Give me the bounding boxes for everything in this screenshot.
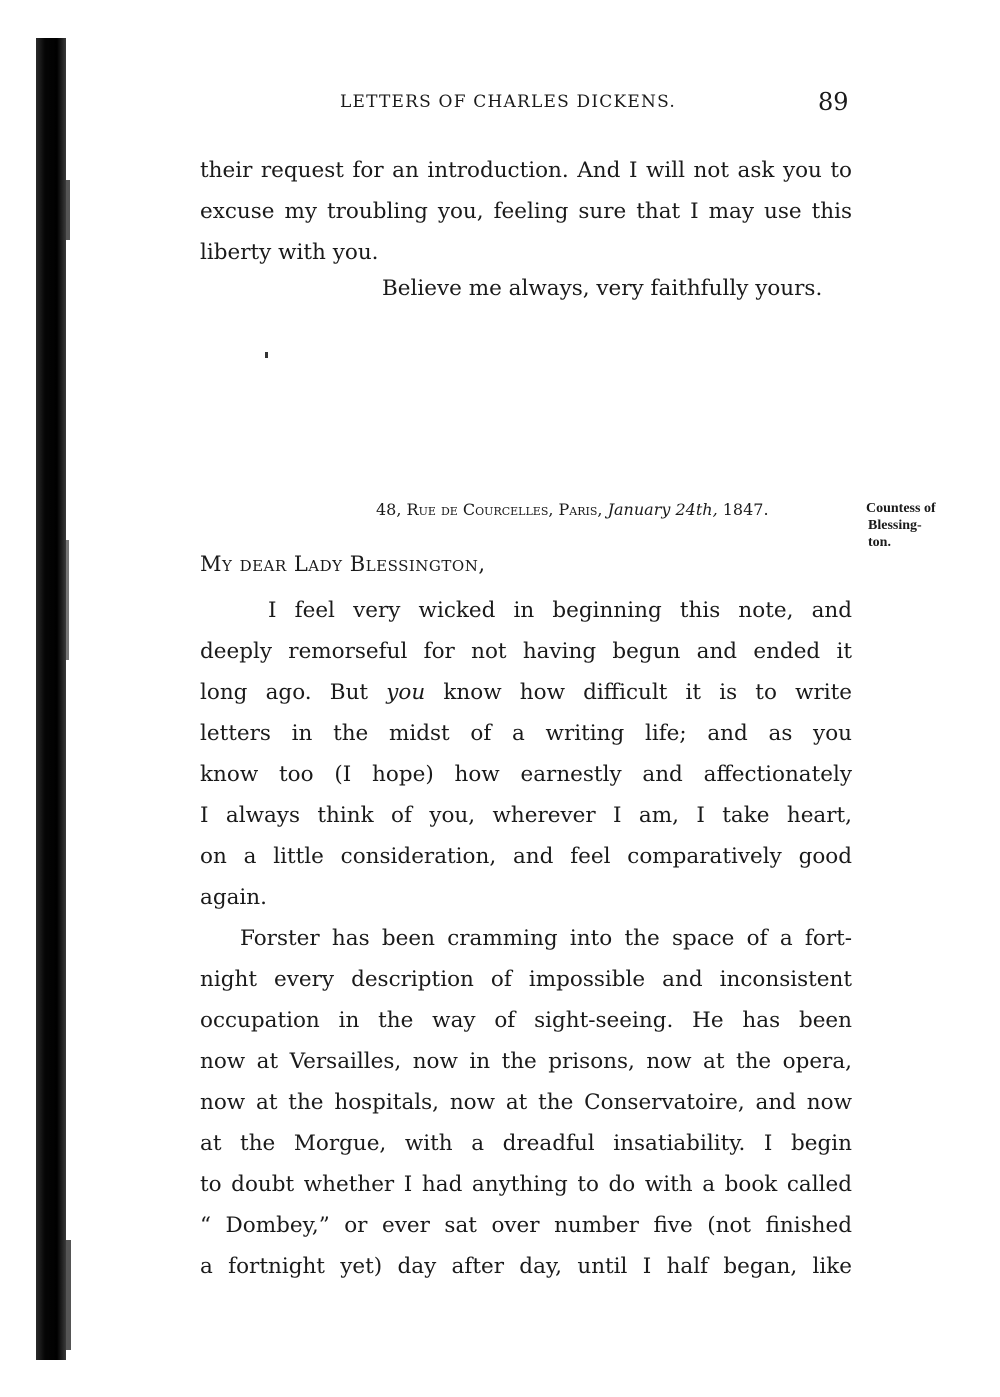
- text-segment: long ago. But: [200, 680, 369, 705]
- text-line: excuse my troubling you, feeling sure that I may use this: [200, 199, 852, 224]
- text-line: at the Morgue, with a dreadful insatiability. I begin: [200, 1131, 852, 1156]
- text-line: letters in the midst of a writing life; and as you: [200, 721, 852, 746]
- binding-speck: [66, 540, 69, 660]
- dateline-year: 1847.: [722, 500, 769, 519]
- salutation: My dear Lady Blessington,: [200, 552, 486, 576]
- dateline: [376, 500, 769, 519]
- text-segment: know how difficult it is to write: [443, 680, 852, 705]
- dateline-city: Paris,: [558, 500, 603, 519]
- text-line: night every description of impossible and inconsistent: [200, 967, 852, 992]
- text-line: Forster has been cramming into the space of a fort-: [240, 926, 852, 951]
- text-line: to doubt whether I had anything to do with a book called: [200, 1172, 852, 1197]
- emphasis-you: you: [386, 680, 426, 705]
- binding-shadow: [36, 38, 66, 1360]
- text-line: occupation in the way of sight-seeing. He has been: [200, 1008, 852, 1033]
- stray-mark: [265, 352, 268, 358]
- text-line: I feel very wicked in beginning this note, and: [268, 598, 852, 623]
- marginal-note: [866, 500, 976, 551]
- text-line: a fortnight yet) day after day, until I half began, like: [200, 1254, 852, 1279]
- marginal-note-line: Blessing-: [868, 518, 922, 533]
- text-line: [200, 678, 852, 708]
- text-line: their request for an introduction. And I will not ask you to: [200, 158, 852, 183]
- text-line: on a little consideration, and feel comparatively good: [200, 844, 852, 869]
- marginal-note-line: Countess of: [866, 501, 936, 516]
- marginal-note-line: ton.: [868, 535, 891, 550]
- text-line: deeply remorseful for not having begun and ended it: [200, 639, 852, 664]
- text-line: again.: [200, 885, 267, 910]
- text-line: “ Dombey,” or ever sat over number five (not finished: [200, 1213, 852, 1238]
- letter-signoff: Believe me always, very faithfully yours.: [382, 276, 823, 301]
- binding-speck: [66, 180, 70, 240]
- dateline-street: Rue de Courcelles,: [406, 500, 554, 519]
- running-head: LETTERS OF CHARLES DICKENS.: [340, 92, 676, 112]
- dateline-number: 48,: [376, 500, 402, 519]
- text-line: I always think of you, wherever I am, I take heart,: [200, 803, 852, 828]
- binding-speck: [66, 1240, 71, 1350]
- page-number: 89: [818, 88, 849, 116]
- text-line: now at Versailles, now in the prisons, now at the opera,: [200, 1049, 852, 1074]
- text-line: know too (I hope) how earnestly and affectionately: [200, 762, 852, 787]
- text-line: now at the hospitals, now at the Conservatoire, and now: [200, 1090, 852, 1115]
- text-line: liberty with you.: [200, 240, 379, 265]
- dateline-date: January 24th,: [607, 500, 718, 519]
